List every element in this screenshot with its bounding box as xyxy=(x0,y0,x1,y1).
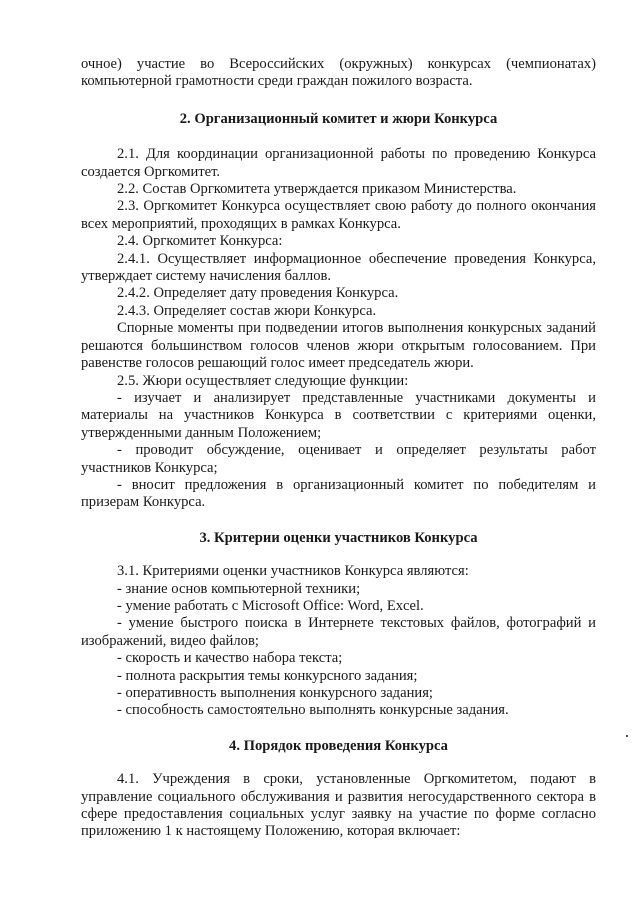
paragraph-2-4: 2.4. Оргкомитет Конкурса: xyxy=(117,233,283,250)
section-2-body xyxy=(81,146,596,512)
paragraph-3-1: 3.1. Критериями оценки участников Конкурса являются: xyxy=(117,563,469,580)
section-4-heading: 4. Порядок проведения Конкурса xyxy=(229,737,448,754)
section-3-heading: 3. Критерии оценки участников Конкурса xyxy=(199,529,478,546)
paragraph-2-5: 2.5. Жюри осуществляет следующие функции: xyxy=(117,372,409,389)
list-item-jury-evaluates: - проводит обсуждение, оценивает и определяет результаты работ участников Конкурса; xyxy=(81,442,596,476)
list-item-criteria: - скорость и качество набора текста; xyxy=(117,650,343,667)
list-item-criteria: - полнота раскрытия темы конкурсного задания; xyxy=(117,667,418,684)
section-3-body xyxy=(81,563,596,720)
paragraph-disputes: Спорные моменты при подведении итогов выполнения конкурсных заданий решаются большинством голосов членов жюри открытым голосованием. При равенстве голосов решающий голос имеет председатель жюри. xyxy=(81,320,596,372)
paragraph-2-4-2: 2.4.2. Определяет дату проведения Конкурса. xyxy=(117,285,399,302)
section-4-body xyxy=(81,771,596,841)
paragraph-2-2: 2.2. Состав Оргкомитета утверждается приказом Министерства. xyxy=(117,181,517,198)
list-item-jury-proposes: - вносит предложения в организационный комитет по победителям и призерам Конкурса. xyxy=(81,476,596,511)
list-item-criteria: - умение работать с Microsoft Office: Word, Excel. xyxy=(117,597,424,614)
list-item-jury-studies: - изучает и анализирует представленные участниками документы и материалы на участников Конкурса в соответствии с критериями оценки, утвержденными данным Положением; xyxy=(81,389,596,441)
list-item-criteria: - знание основ компьютерной техники; xyxy=(117,580,361,597)
intro-paragraph: очное) участие во Всероссийских (окружных) конкурсах (чемпионатах) компьютерной грамотности среди граждан пожилого возраста. xyxy=(81,56,596,90)
paragraph-4-1: 4.1. Учреждения в сроки, установленные Оргкомитетом, подают в управление социального обслуживания и развития негосударственного сектора в сфере предоставления социальных услуг заявку на участие по форме согласно приложению 1 к настоящему Положению, которая включает: xyxy=(81,771,596,840)
paragraph-2-4-1: 2.4.1. Осуществляет информационное обеспечение проведения Конкурса, утверждает систему начисления баллов. xyxy=(81,250,596,285)
list-item-criteria: - умение быстрого поиска в Интернете текстовых файлов, фотографий и изображений, видео файлов; xyxy=(81,615,596,649)
paragraph-2-3: 2.3. Оргкомитет Конкурса осуществляет свою работу до полного окончания всех мероприятий, проходящих в рамках Конкурса. xyxy=(81,198,596,232)
paragraph-2-1: 2.1. Для координации организационной работы по проведению Конкурса создается Оргкомитет. xyxy=(81,146,596,180)
paragraph-2-4-3: 2.4.3. Определяет состав жюри Конкурса. xyxy=(117,302,377,319)
scan-speck xyxy=(626,735,628,737)
list-item-criteria: - оперативность выполнения конкурсного задания; xyxy=(117,685,433,701)
section-2-heading: 2. Организационный комитет и жюри Конкурса xyxy=(179,110,498,127)
list-item-criteria: - способность самостоятельно выполнять конкурсные задания. xyxy=(117,702,509,719)
